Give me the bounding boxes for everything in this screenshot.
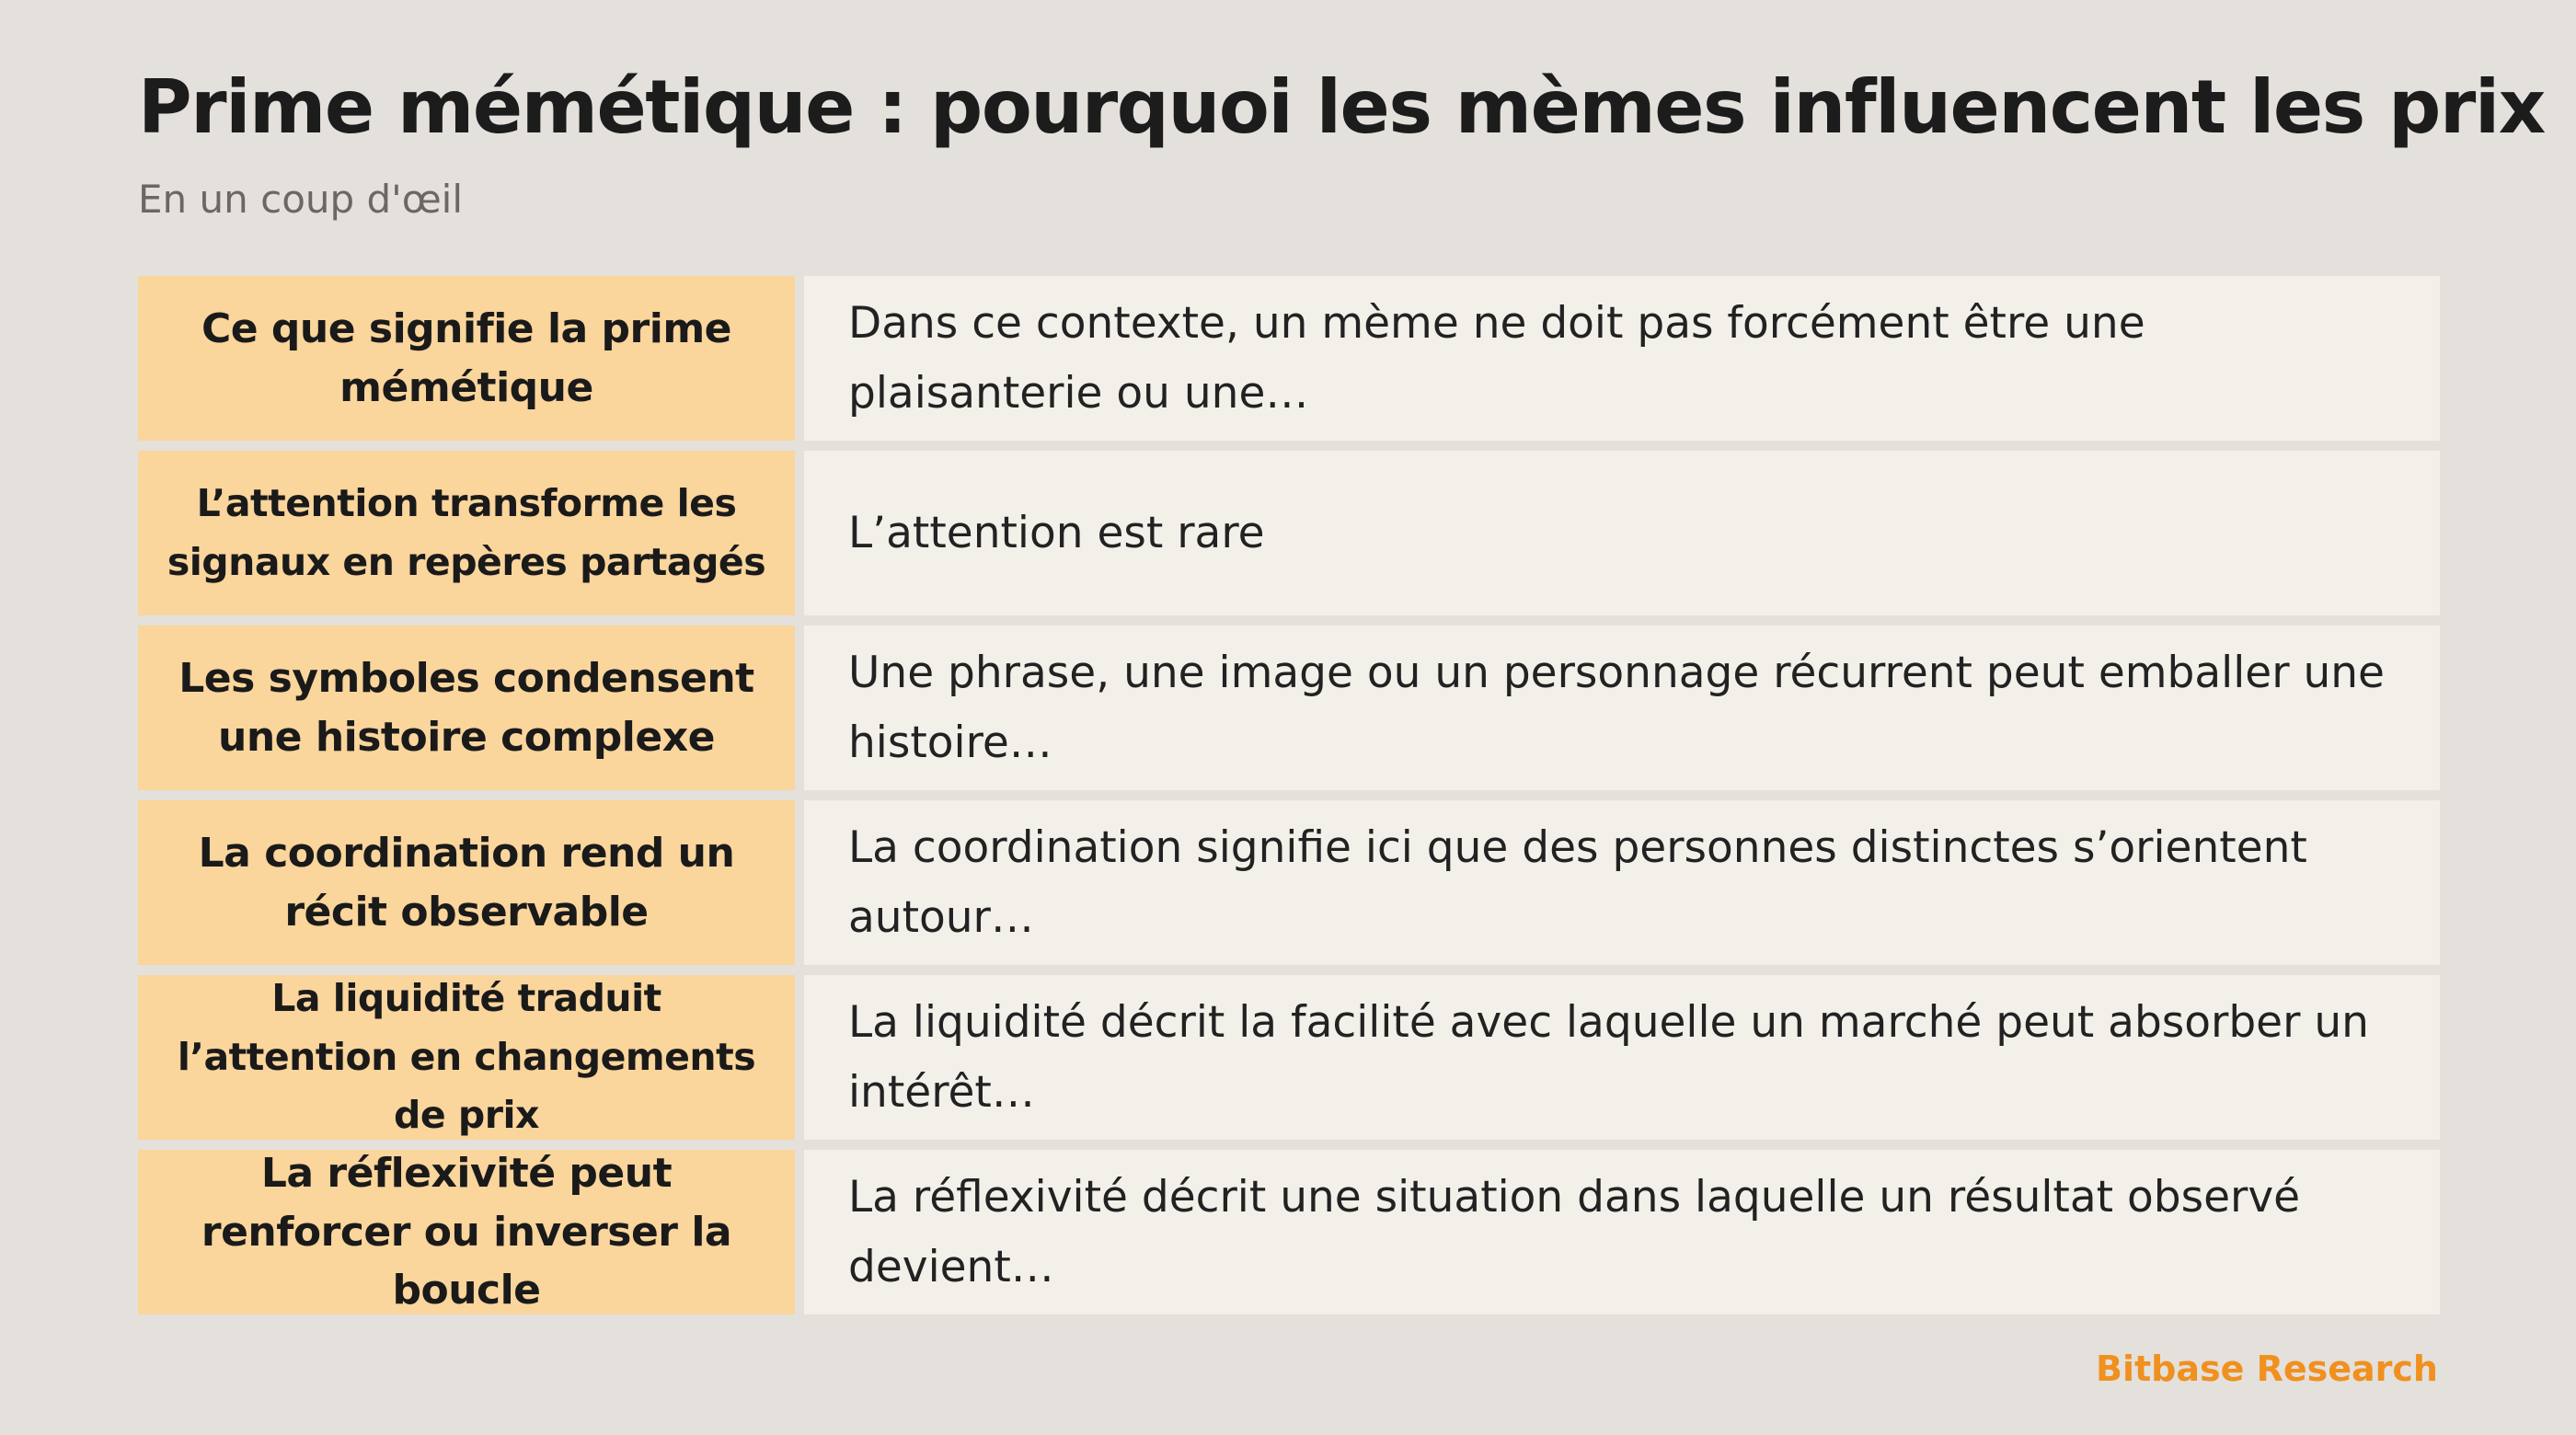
row-description: L’attention est rare xyxy=(804,451,2440,615)
page-title: Prime mémétique : pourquoi les mèmes influencent les prix xyxy=(138,64,2545,150)
row-heading: L’attention transforme les signaux en repères partagés xyxy=(138,451,795,615)
row-heading: Ce que signifie la prime mémétique xyxy=(138,276,795,441)
summary-table xyxy=(138,276,2440,1314)
row-heading: Les symboles condensent une histoire complexe xyxy=(138,626,795,790)
table-row xyxy=(138,800,2440,965)
table-row xyxy=(138,451,2440,615)
row-description: Une phrase, une image ou un personnage récurrent peut emballer une histoire… xyxy=(804,626,2440,790)
page-subtitle: En un coup d'œil xyxy=(138,177,464,222)
row-description: La coordination signifie ici que des personnes distinctes s’orientent autour… xyxy=(804,800,2440,965)
table-row xyxy=(138,276,2440,441)
row-description: La liquidité décrit la facilité avec laquelle un marché peut absorber un intérêt… xyxy=(804,975,2440,1140)
table-row xyxy=(138,626,2440,790)
row-heading: La réflexivité peut renforcer ou inverser la boucle xyxy=(138,1150,795,1314)
row-heading: La liquidité traduit l’attention en changements de prix xyxy=(138,975,795,1140)
table-row xyxy=(138,1150,2440,1314)
row-description: La réflexivité décrit une situation dans laquelle un résultat observé devient… xyxy=(804,1150,2440,1314)
brand-label: Bitbase Research xyxy=(2095,1349,2438,1389)
table-row xyxy=(138,975,2440,1140)
row-heading: La coordination rend un récit observable xyxy=(138,800,795,965)
row-description: Dans ce contexte, un mème ne doit pas forcément être une plaisanterie ou une… xyxy=(804,276,2440,441)
